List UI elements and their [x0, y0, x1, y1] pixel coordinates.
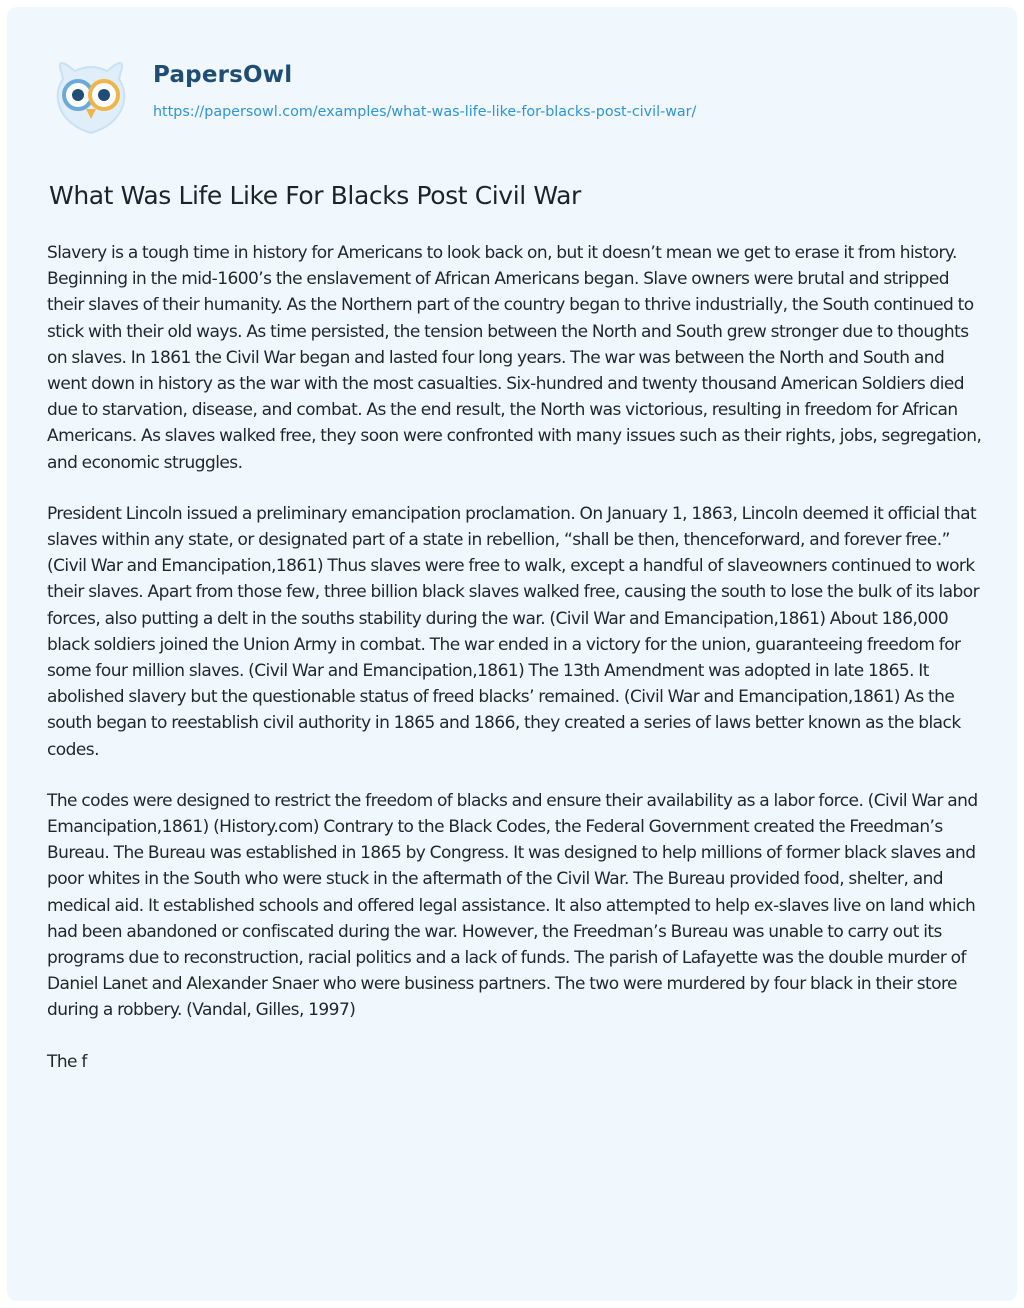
essay-paragraph: The codes were designed to restrict the freedom of blacks and ensure their availability as a labor force. (Civil War and Emancipation,1861) (History.com) Contrary to the Black Codes, the Federal Government created the Freedman’s Bureau. The Bureau was established in 1865 by Congress. It was designed to help millions of former black slaves and poor whites in the South who were stuck in the aftermath of the Civil War. The Bureau provided food, shelter, and medical aid. It established schools and offered legal assistance. It also attempted to help ex-slaves live on land which had been abandoned or confiscated during the war. However, the Freedman’s Bureau was unable to carry out its programs due to reconstruction, racial politics and a lack of funds. The parish of Lafayette was the double murder of Daniel Lanet and Alexander Snaer who were business partners. The two were murdered by four black in their store during a robbery. (Vandal, Gilles, 1997): [47, 790, 978, 1021]
essay-body: [47, 240, 985, 1100]
brand-block: [153, 61, 696, 121]
essay-paragraph-truncated: The f: [47, 1051, 87, 1072]
essay-paragraph: President Lincoln issued a preliminary emancipation proclamation. On January 1, 1863, Lincoln deemed it official that slaves within any state, or designated part of a state in rebellion, “shall be then, thenceforward, and forever free.” (Civil War and Emancipation,1861) Thus slaves were free to walk, except a handful of slaveowners continued to work their slaves. Apart from those few, three billion black slaves walked free, causing the south to lose the bulk of its labor forces, also putting a delt in the souths stability during the war. (Civil War and Emancipation,1861) About 186,000 black soldiers joined the Union Army in combat. The war ended in a victory for the union, guaranteeing freedom for some four million slaves. (Civil War and Emancipation,1861) The 13th Amendment was adopted in late 1865. It abolished slavery but the questionable status of freed blacks’ remained. (Civil War and Emancipation,1861) As the south began to reestablish civil authority in 1865 and 1866, they created a series of laws better known as the black codes.: [47, 503, 980, 760]
document-page: [7, 7, 1017, 1301]
owl-logo-icon[interactable]: [53, 57, 129, 135]
brand-name[interactable]: PapersOwl: [153, 62, 293, 88]
essay-title: What Was Life Like For Blacks Post Civil War: [49, 181, 581, 210]
essay-paragraph: Slavery is a tough time in history for Americans to look back on, but it doesn’t mean we get to erase it from history. Beginning in the mid-1600’s the enslavement of African Americans began. Slave owners were brutal and stripped their slaves of their humanity. As the Northern part of the country began to thrive industrially, the South continued to stick with their old ways. As time persisted, the tension between the North and South grew stronger due to thoughts on slaves. In 1861 the Civil War began and lasted four long years. The war was between the North and South and went down in history as the war with the most casualties. Six-hundred and twenty thousand American Soldiers died due to starvation, disease, and combat. As the end result, the North was victorious, resulting in freedom for African Americans. As slaves walked free, they soon were confronted with many issues such as their rights, jobs, segregation, and economic struggles.: [47, 243, 982, 473]
site-header: [53, 61, 696, 135]
source-url-link[interactable]: https://papersowl.com/examples/what-was-life-like-for-blacks-post-civil-war/: [153, 104, 697, 120]
